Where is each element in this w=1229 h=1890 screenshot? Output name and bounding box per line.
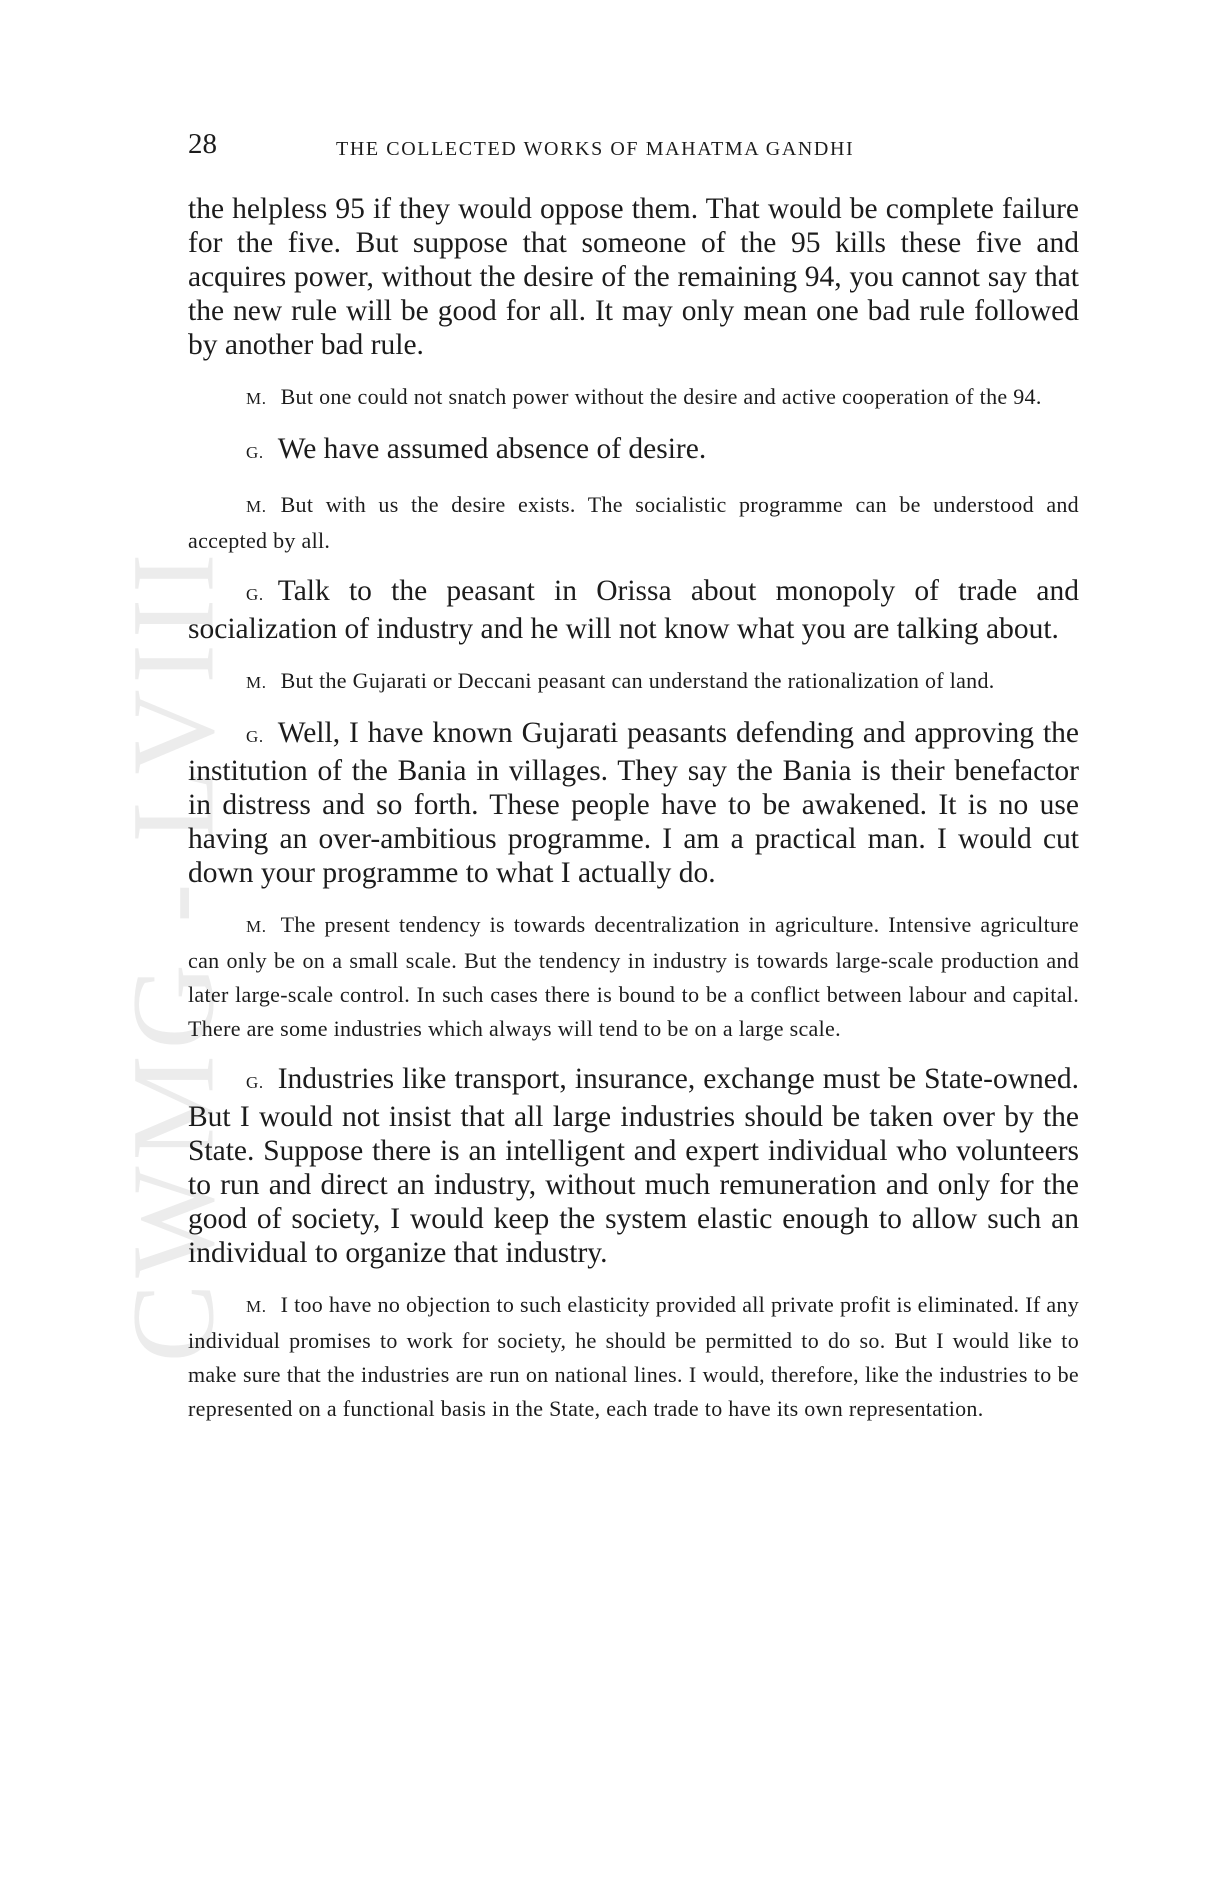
paragraph-text: Well, I have known Gujarati peasants defending and approving the institution of the Bania in villages. They say the Bania is their benefactor in distress and so forth. These people have to be awakened. It is no use having an over-ambitious programme. I am a practical man. I would cut down your programme to what I actually do. xyxy=(188,717,1079,889)
speaker-label: M. xyxy=(246,389,267,408)
paragraph-text: Talk to the peasant in Orissa about monopoly of trade and socialization of industry and he will not know what you are talking about. xyxy=(188,575,1079,645)
speaker-label: M. xyxy=(246,673,267,692)
watermark-text: CWMG - LVIII xyxy=(107,547,239,1363)
paragraph-m xyxy=(188,908,1079,1046)
paragraph-text: Industries like transport, insurance, exchange must be State-owned. But I would not insist that all large industries should be taken over by the State. Suppose there is an intelligent and expert individual who volunteers to run and direct an industry, without much remuneration and only for the good of society, I would keep the system elastic enough to allow such an individual to organize that industry. xyxy=(188,1063,1079,1269)
paragraph-g xyxy=(188,432,1079,470)
paragraph-m xyxy=(188,1288,1079,1426)
paragraph-g xyxy=(188,716,1079,890)
paragraph-text: The present tendency is towards decentralization in agriculture. Intensive agriculture can only be on a small scale. But the tendency in industry is towards large-scale production and later large-scale control. In such cases there is bound to be a conflict between labour and capital. There are some industries which always will tend to be on a large scale. xyxy=(188,912,1079,1041)
speaker-label: G. xyxy=(246,1073,264,1092)
paragraph-m xyxy=(188,380,1079,416)
speaker-label: M. xyxy=(246,1297,267,1316)
speaker-label: M. xyxy=(246,917,267,936)
speaker-label: G. xyxy=(246,585,264,604)
running-title: THE COLLECTED WORKS OF MAHATMA GANDHI xyxy=(336,138,855,160)
paragraph-text: I too have no objection to such elasticity provided all private profit is eliminated. If any individual promises to work for society, he should be permitted to do so. But I would like to make sure that the industries are run on national lines. I would, therefore, like the industries to be represented on a functional basis in the State, each trade to have its own representation. xyxy=(188,1292,1079,1421)
paragraph-g xyxy=(188,1062,1079,1270)
page-header xyxy=(188,128,1079,168)
paragraph-m xyxy=(188,488,1079,558)
paragraph-text: But with us the desire exists. The socialistic programme can be understood and accepted by all. xyxy=(188,492,1079,553)
paragraph-text: We have assumed absence of desire. xyxy=(277,433,707,465)
paragraph-text: the helpless 95 if they would oppose them. That would be complete failure for the five. But suppose that someone of the 95 kills these five and acquires power, without the desire of the remaining 94, you cannot say that the new rule will be good for all. It may only mean one bad rule followed by another bad rule. xyxy=(188,193,1079,361)
paragraph-g xyxy=(188,574,1079,646)
paragraph-text: But one could not snatch power without the desire and active cooperation of the 94. xyxy=(280,384,1042,409)
page-body xyxy=(188,128,1079,1442)
speaker-label: G. xyxy=(246,443,264,462)
speaker-label: G. xyxy=(246,727,264,746)
paragraph-continuation xyxy=(188,192,1079,362)
speaker-label: M. xyxy=(246,497,267,516)
page-number: 28 xyxy=(188,128,217,160)
paragraph-text: But the Gujarati or Deccani peasant can understand the rationalization of land. xyxy=(280,668,995,693)
paragraph-m xyxy=(188,664,1079,700)
